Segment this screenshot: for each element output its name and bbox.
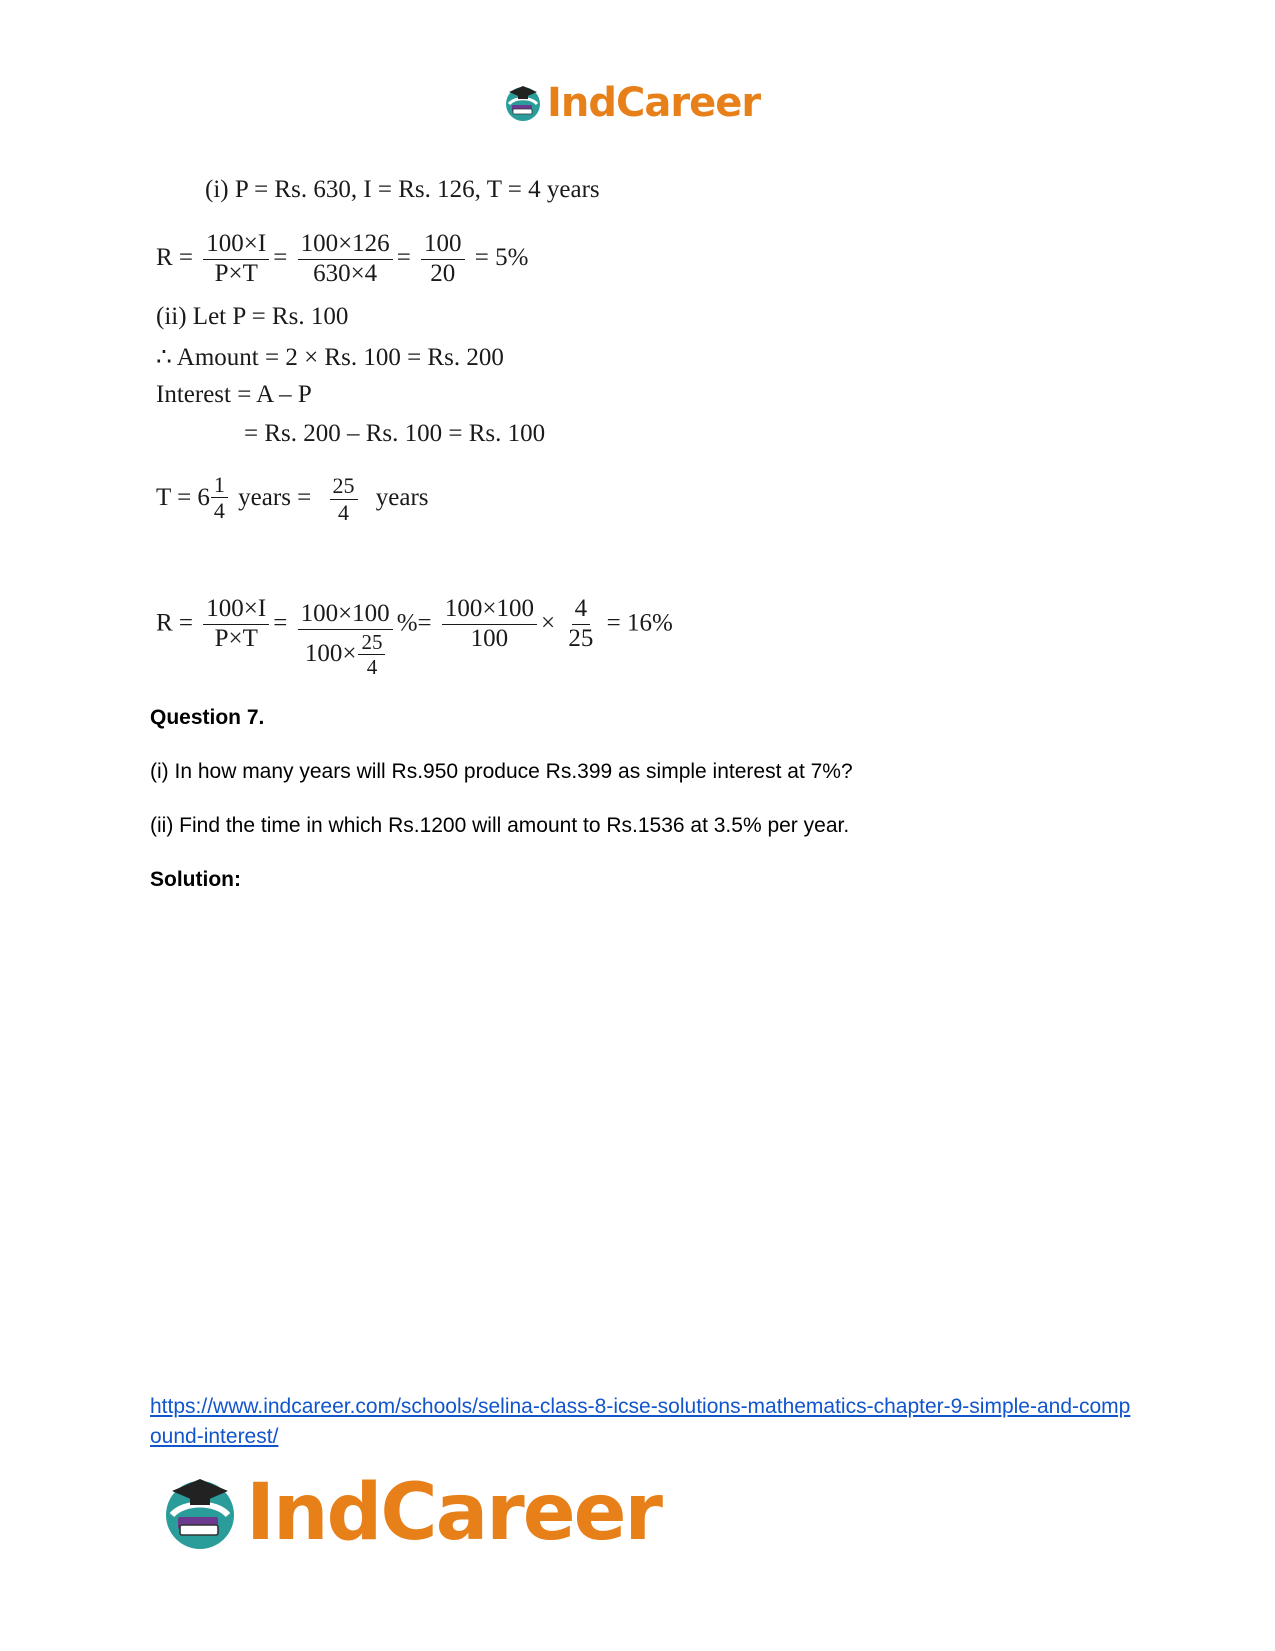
numerator: 25 — [330, 473, 358, 499]
fraction — [203, 595, 269, 654]
r1-result: = 5% — [474, 243, 529, 271]
denominator: 4 — [338, 499, 350, 525]
fraction — [565, 595, 596, 654]
numerator: 100 — [421, 230, 465, 260]
denominator: 4 — [213, 498, 225, 524]
denominator: 630×4 — [313, 259, 378, 287]
numerator: 100×126 — [298, 230, 393, 260]
rate-equation-1: R = $\frac{100\times I}{P\times T}$ = $\frac{100\times 126}{630\times 4}$ = $\frac{100}{20}$ = 5% — [156, 230, 529, 287]
fraction — [421, 230, 465, 289]
fraction — [442, 595, 537, 654]
part1-given: (i) P = Rs. 630, I = Rs. 126, T = 4 years — [205, 176, 600, 203]
globe-graduation-icon — [160, 1473, 240, 1553]
header-logo — [503, 78, 760, 128]
fraction — [298, 230, 393, 289]
source-link[interactable]: https://www.indcareer.com/schools/selina-class-8-icse-solutions-mathematics-chapter-9-simple-and-compound-interest/ — [150, 1395, 1131, 1448]
numerator: 25 — [358, 630, 385, 655]
numerator: 100×I — [203, 230, 269, 260]
denominator: 100 — [470, 625, 509, 653]
question-heading: Question 7. — [150, 706, 265, 729]
amount-line: ∴ Amount = 2 × Rs. 100 = Rs. 200 — [156, 344, 504, 371]
fraction — [211, 472, 228, 524]
numerator: 1 — [211, 472, 228, 498]
denominator: 20 — [430, 259, 456, 287]
t-mid: years = — [238, 483, 312, 511]
denominator: P×T — [214, 625, 258, 653]
logo-wordmark: IndCareer — [246, 1468, 661, 1558]
times-sign: × — [540, 609, 556, 637]
numerator: 100×100 — [442, 595, 537, 625]
r2-lhs: R = — [156, 609, 194, 637]
numerator: 4 — [572, 595, 591, 625]
globe-graduation-icon — [503, 83, 543, 123]
r1-lhs: R = — [156, 243, 194, 271]
question-part1: (i) In how many years will Rs.950 produce Rs.399 as simple interest at 7%? — [150, 760, 853, 783]
question-part2: (ii) Find the time in which Rs.1200 will amount to Rs.1536 at 3.5% per year. — [150, 814, 850, 837]
fraction — [330, 473, 358, 525]
t-unit: years — [375, 483, 429, 511]
denominator — [302, 630, 389, 679]
mixed-number — [156, 472, 232, 524]
fraction — [203, 230, 269, 289]
fraction — [358, 630, 385, 679]
denominator: 25 — [568, 625, 594, 653]
footer-logo — [160, 1468, 661, 1558]
fraction — [298, 600, 393, 679]
numerator: 100×100 — [298, 600, 393, 630]
rate-equation-2: R = $\frac{100\times I}{P\times T}$ = 100×100 100× $\frac{25}{4}$ %= $\frac{100\times 100}{100}$ × $\frac{4}{25}$ = 16% — [156, 595, 673, 679]
solution-label: Solution: — [150, 868, 241, 891]
logo-wordmark: IndCareer — [547, 80, 761, 126]
numerator: 100×I — [203, 595, 269, 625]
denominator-prefix: 100× — [304, 640, 357, 668]
t-lhs: T = 6 — [156, 483, 210, 511]
interest-calc-line: = Rs. 200 – Rs. 100 = Rs. 100 — [244, 420, 546, 447]
denominator: 4 — [366, 654, 378, 679]
interest-line: Interest = A – P — [156, 381, 312, 408]
part2-let: (ii) Let P = Rs. 100 — [156, 303, 349, 330]
percent-sign: % — [396, 609, 418, 637]
denominator: P×T — [214, 259, 258, 287]
time-equation — [156, 472, 429, 525]
r2-result: = 16% — [606, 609, 673, 637]
